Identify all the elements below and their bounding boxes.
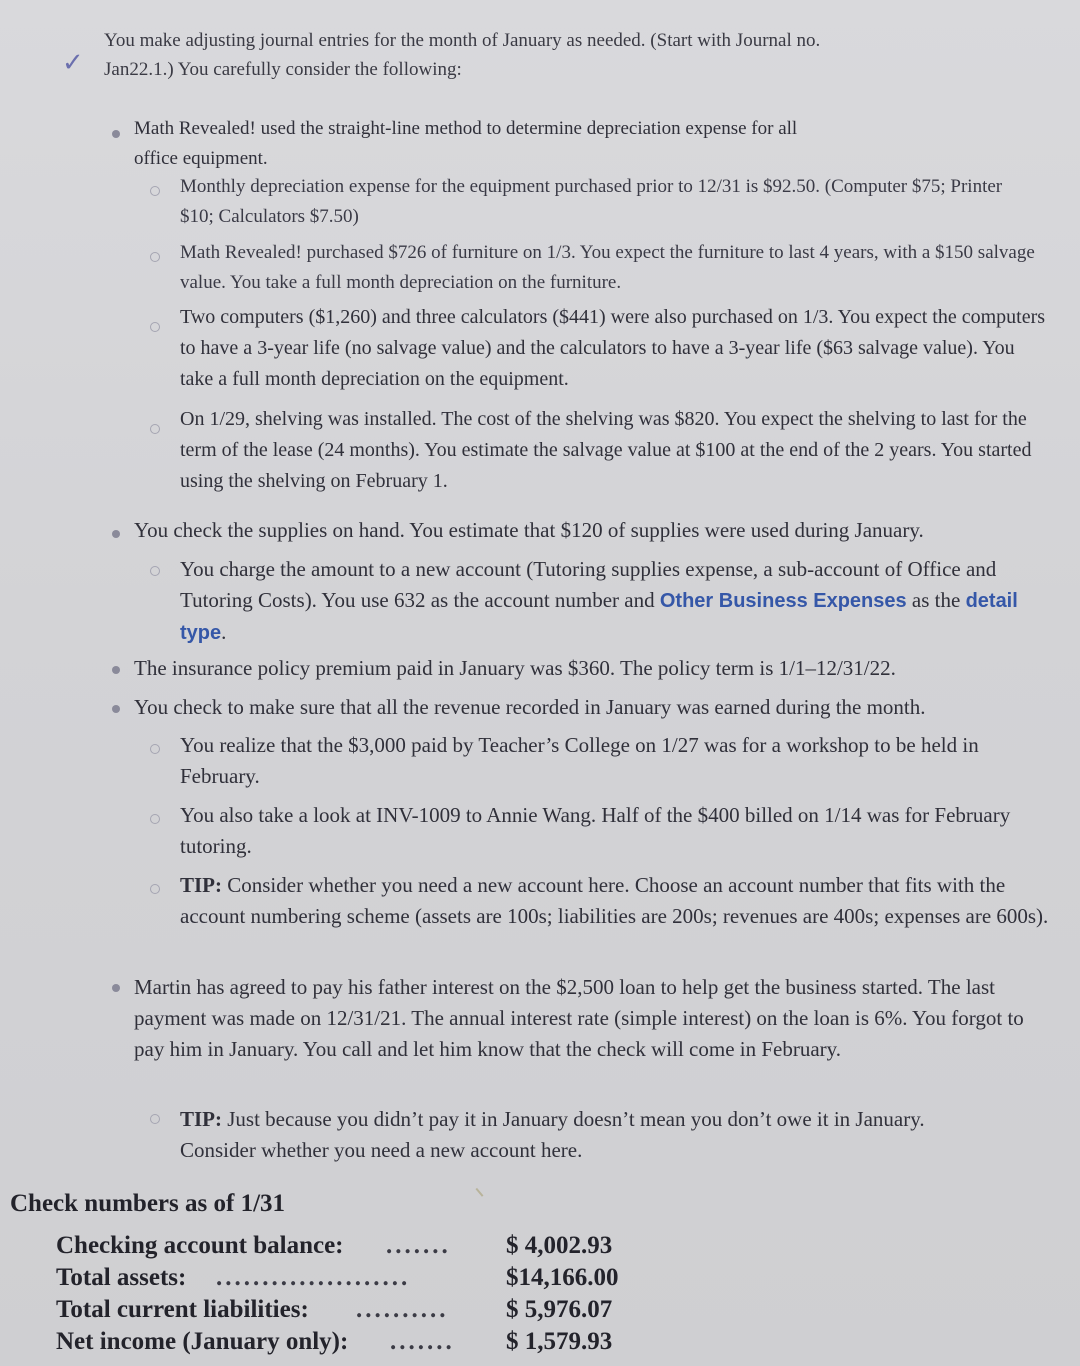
- bullet-dot-icon: [112, 666, 120, 674]
- pencil-mark-icon: [475, 1185, 486, 1197]
- check-row-label: Checking account balance:: [56, 1232, 344, 1259]
- depreciation-line-2: office equipment.: [134, 148, 268, 169]
- check-row-value: $ 5,976.07: [506, 1296, 613, 1323]
- depreciation-sub-4: On 1/29, shelving was installed. The cost of the shelving was $820. You expect the shelving to last for the term of the lease (24 months). You estimate the salvage value at $100 at the end of the 2 years. You started using the shelving on February 1.: [180, 408, 1032, 492]
- revenue-tip: [180, 870, 1050, 932]
- bullet-dot-icon: [112, 530, 120, 538]
- leader-dots: ..........: [356, 1296, 449, 1323]
- bullet-dot-icon: [112, 705, 120, 713]
- supplies-sub-text: You charge the amount to a new account (Tutoring supplies expense, a sub-account of Office and Tutoring Costs). You use 632 as the account number and: [180, 557, 997, 612]
- intro-line-2: Jan22.1.) You carefully consider the following:: [104, 59, 462, 80]
- check-row-label: Total assets:: [56, 1264, 187, 1291]
- leader-dots: .....................: [216, 1264, 411, 1291]
- supplies-sub-mid: as the: [911, 588, 961, 612]
- check-row-label: Net income (January only):: [56, 1328, 349, 1355]
- check-row-value: $ 4,002.93: [506, 1232, 613, 1259]
- sub-bullet-circle-icon: [150, 424, 160, 434]
- sub-bullet-circle-icon: [150, 186, 160, 196]
- leader-dots: .......: [390, 1328, 455, 1355]
- check-numbers-title: Check numbers as of 1/31: [10, 1190, 286, 1217]
- depreciation-sub-3: Two computers ($1,260) and three calculators ($441) were also purchased on 1/3. You expect the computers to have a 3-year life (no salvage value) and the calculators to have a 3-year life ($63 salvage value). You take a full month depreciation on the equipment.: [180, 306, 1046, 390]
- intro-paragraph: [104, 26, 1034, 84]
- check-row-label: Total current liabilities:: [56, 1296, 309, 1323]
- leader-dots: .......: [386, 1232, 451, 1259]
- check-row-value: $ 1,579.93: [506, 1328, 613, 1355]
- check-row-value: $14,166.00: [506, 1264, 619, 1291]
- revenue-bullet: You check to make sure that all the revenue recorded in January was earned during the month.: [134, 695, 926, 719]
- bullet-dot-icon: [112, 984, 120, 992]
- tip-text: Consider whether you need a new account here. Choose an account number that fits with the account numbering scheme (assets are 100s; liabilities are 200s; revenues are 400s; expenses are 600s).: [180, 873, 1049, 928]
- tip-label: TIP:: [180, 1107, 222, 1131]
- depreciation-sub-2: Math Revealed! purchased $726 of furniture on 1/3. You expect the furniture to last 4 years, with a $150 salvage value. You take a full month depreciation on the furniture.: [180, 242, 1035, 293]
- depreciation-bullet: [134, 114, 1014, 174]
- bullet-dot-icon: [112, 130, 120, 138]
- detail-type-label: detail type: [180, 590, 1018, 644]
- insurance-bullet: The insurance policy premium paid in January was $360. The policy term is 1/1–12/31/22.: [134, 656, 896, 680]
- sub-bullet-circle-icon: [150, 814, 160, 824]
- checkmark-icon: ✓: [62, 48, 84, 78]
- depreciation-line-1: Math Revealed! used the straight-line method to determine depreciation expense for all: [134, 118, 798, 139]
- sub-bullet-circle-icon: [150, 884, 160, 894]
- supplies-bullet: You check the supplies on hand. You estimate that $120 of supplies were used during January.: [134, 518, 924, 542]
- tip-label: TIP:: [180, 873, 222, 897]
- depreciation-sub-1: Monthly depreciation expense for the equipment purchased prior to 12/31 is $92.50. (Computer $75; Printer $10; Calculators $7.50): [180, 176, 1003, 227]
- sub-bullet-circle-icon: [150, 1114, 160, 1124]
- sub-bullet-circle-icon: [150, 566, 160, 576]
- supplies-sub-end: .: [221, 620, 227, 644]
- revenue-sub-1: You realize that the $3,000 paid by Teacher’s College on 1/27 was for a workshop to be held in February.: [180, 733, 979, 788]
- sub-bullet-circle-icon: [150, 744, 160, 754]
- sub-bullet-circle-icon: [150, 322, 160, 332]
- sub-bullet-circle-icon: [150, 252, 160, 262]
- interest-bullet: Martin has agreed to pay his father interest on the $2,500 loan to help get the business started. The last payment was made on 12/31/21. The annual interest rate (simple interest) on the loan is 6%. You forgot to pay him in January. You call and let him know that the check will come in February.: [134, 975, 1024, 1061]
- revenue-sub-2: You also take a look at INV-1009 to Annie Wang. Half of the $400 billed on 1/14 was for February tutoring.: [180, 803, 1011, 858]
- supplies-sub: [180, 554, 1046, 649]
- interest-tip: [180, 1104, 1000, 1166]
- tip-text: Just because you didn’t pay it in January doesn’t mean you don’t owe it in January. Consider whether you need a new account here.: [180, 1107, 925, 1162]
- intro-line-1: You make adjusting journal entries for the month of January as needed. (Start with Journal no.: [104, 30, 821, 51]
- other-business-expenses-label: Other Business Expenses: [659, 590, 907, 612]
